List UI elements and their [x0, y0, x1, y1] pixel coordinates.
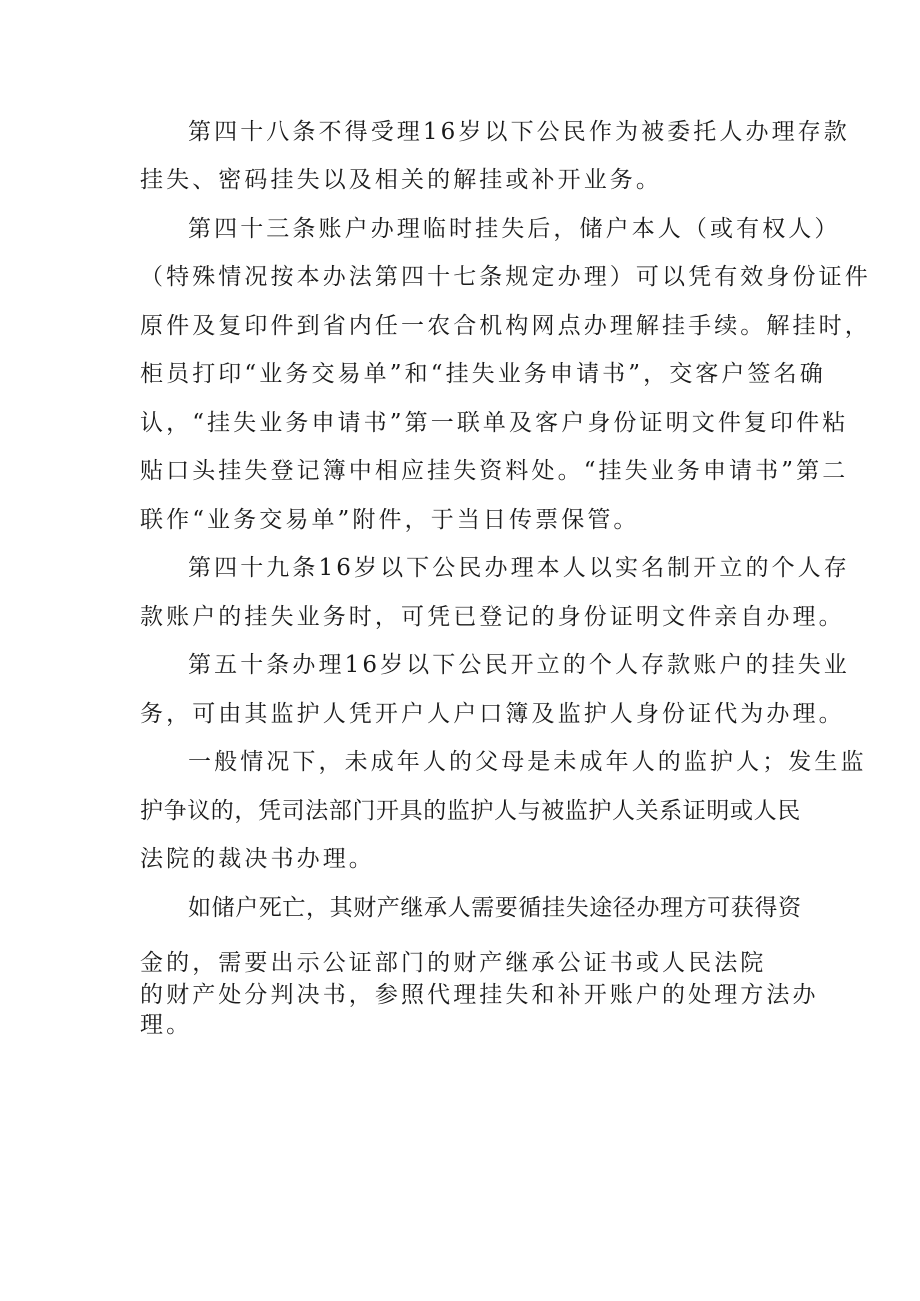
- text-line: 理。: [140, 1012, 193, 1038]
- text-line: 第四十九条16岁以下公民办理本人以实名制开立的个人存: [188, 555, 850, 581]
- text-line: 第四十三条账户办理临时挂失后，储户本人（或有权人）: [188, 216, 841, 242]
- text-line: 原件及复印件到省内任一农合机构网点办理解挂手续。解挂时，: [140, 313, 871, 339]
- text-line: 款账户的挂失业务时，可凭已登记的身份证明文件亲自办理。: [140, 604, 845, 630]
- text-line: （特殊情况按本办法第四十七条规定办理）可以凭有效身份证件: [140, 264, 871, 290]
- text-line: 金的，需要出示公证部门的财产继承公证书或人民法院: [140, 950, 767, 976]
- text-line: 的财产处分判决书，参照代理挂失和补开账户的处理方法办: [140, 982, 819, 1008]
- text-line: 柜员打印“业务交易单”和“挂失业务申请书”，交客户签名确: [140, 361, 826, 387]
- text-line: 联作“业务交易单”附件，于当日传票保管。: [140, 507, 640, 533]
- text-line: 法院的裁决书办理。: [140, 846, 375, 872]
- text-line: 认，“挂失业务申请书”第一联单及客户身份证明文件复印件粘: [140, 410, 849, 436]
- text-line: 挂失、密码挂失以及相关的解挂或补开业务。: [140, 167, 662, 193]
- text-line: 第四十八条不得受理16岁以下公民作为被委托人办理存款: [188, 119, 850, 145]
- text-line: 如储户死亡，其财产继承人需要循挂失途径办理方可获得资: [188, 895, 802, 921]
- text-line: 贴口头挂失登记簿中相应挂失资料处。“挂失业务申请书”第二: [140, 458, 849, 484]
- text-line: 一般情况下，未成年人的父母是未成年人的监护人；发生监: [188, 749, 867, 775]
- text-line: 护争议的，凭司法部门开具的监护人与被监护人关系证明或人民: [140, 798, 801, 824]
- text-line: 第五十条办理16岁以下公民开立的个人存款账户的挂失业: [188, 652, 850, 678]
- text-line: 务，可由其监护人凭开户人户口簿及监护人身份证代为办理。: [140, 701, 845, 727]
